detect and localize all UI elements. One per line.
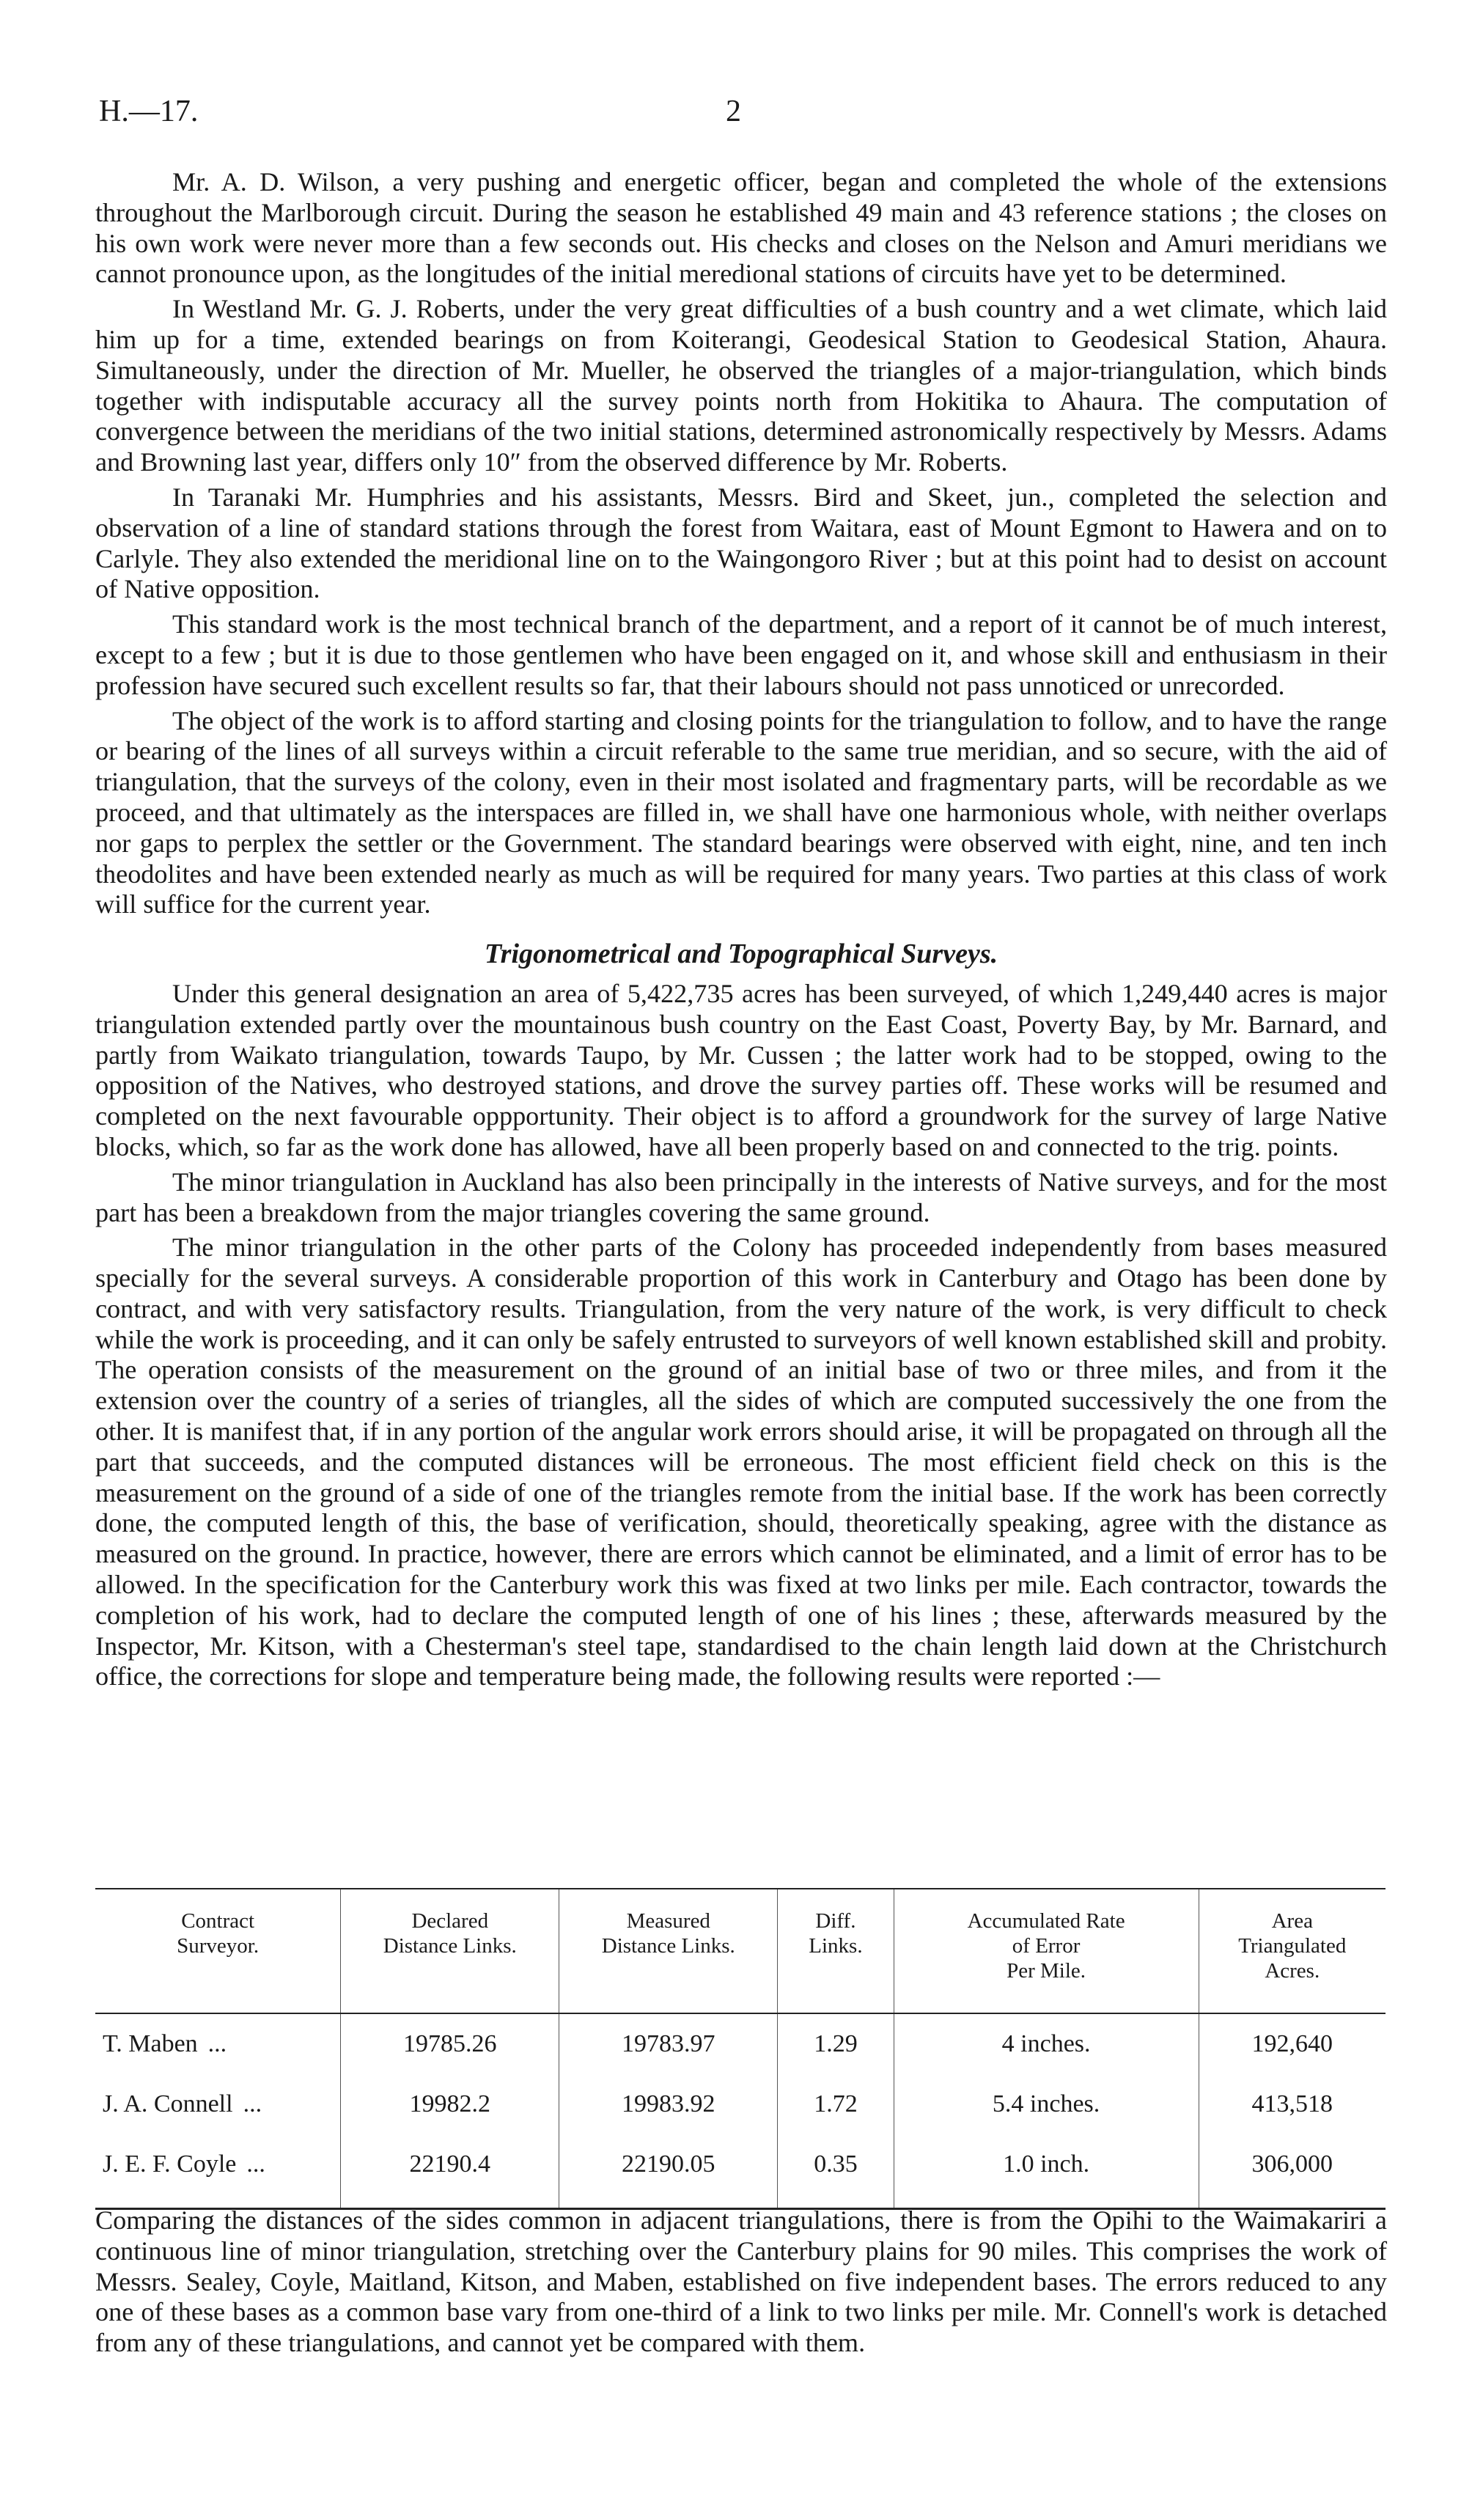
page-number: 2 xyxy=(726,95,741,128)
cell-rate: 1.0 inch. xyxy=(894,2134,1199,2209)
cell-diff: 1.72 xyxy=(778,2074,894,2134)
paragraph-westland: In Westland Mr. G. J. Roberts, under the very great difficulties of a bush country and a wet climate, which laid him up for a time, extended bearings on from Koiterangi, Geodesical Station to Geodesical Station, Ahaura. Simultaneously, under the direction of Mr. Mueller, he observed the triangles of a major-triangulation, which binds together with indisputable accuracy all the survey points north from Hokitika to Ahaura. The computation of convergence between the meridians of the two initial stations, determined astronomically respectively by Messrs. Adams and Browning last year, differs only 10″ from the observed difference by Mr. Roberts. xyxy=(95,294,1387,477)
header-contract-surveyor: Contract Surveyor. xyxy=(95,1889,341,2013)
cell-measured: 19783.97 xyxy=(559,2013,778,2074)
section-heading: Trigonometrical and Topographical Surveys. xyxy=(484,938,998,970)
cell-rate: 5.4 inches. xyxy=(894,2074,1199,2134)
cell-surveyor: T. Maben ... xyxy=(103,2030,227,2057)
paragraph-wilson: Mr. A. D. Wilson, a very pushing and energetic officer, began and completed the whole of the extensions throughout the Marlborough circuit. During the season he established 49 main and 43 reference stations ; the closes on his own work were never more than a few seconds out. His checks and closes on the Nelson and Amuri meridians we cannot pronounce upon, as the longitudes of the initial meredional stations of circuits have yet to be determined. xyxy=(95,167,1387,289)
cell-diff: 0.35 xyxy=(778,2134,894,2209)
results-table-wrapper xyxy=(95,1888,1385,2210)
closing-text xyxy=(95,2205,1387,2363)
header-area-triangulated: Area Triangulated Acres. xyxy=(1199,1889,1385,2013)
paragraph-taranaki: In Taranaki Mr. Humphries and his assistants, Messrs. Bird and Skeet, jun., completed the selection and observation of a line of standard stations through the forest from Waitara, east of Mount Egmont to Hawera and on to Carlyle. They also extended the meridional line on to the Waingongoro River ; but at this point had to desist on account of Native opposition. xyxy=(95,482,1387,604)
table-row xyxy=(95,2013,1385,2074)
cell-rate: 4 inches. xyxy=(894,2013,1199,2074)
results-table xyxy=(95,1888,1385,2210)
cell-measured: 19983.92 xyxy=(559,2074,778,2134)
header-declared-distance: Declared Distance Links. xyxy=(341,1889,559,2013)
cell-declared: 22190.4 xyxy=(341,2134,559,2209)
table-row xyxy=(95,2074,1385,2134)
cell-declared: 19785.26 xyxy=(341,2013,559,2074)
header-measured-distance: Measured Distance Links. xyxy=(559,1889,778,2013)
paragraph-standard-work: This standard work is the most technical branch of the department, and a report of it cannot be of much interest, except to a few ; but it is due to those gentlemen who have been engaged on it, and whose skill and enthusiasm in their profession have secured such excellent results so far, that their labours should not pass unnoticed or unrecorded. xyxy=(95,609,1387,700)
cell-surveyor: J. E. F. Coyle ... xyxy=(95,2134,341,2209)
document-reference: H.—17. xyxy=(99,95,199,128)
paragraph-general-designation: Under this general designation an area of 5,422,735 acres has been surveyed, of which 1,249,440 acres is major triangulation extended partly over the mountainous bush country on the East Coast, Poverty Bay, by Mr. Barnard, and partly from Waikato triangulation, towards Taupo, by Mr. Cussen ; the latter work had to be stopped, owing to the opposition of the Natives, who destroyed stations, and drove the survey parties off. These works will be resumed and completed on the next favourable oppportunity. Their object is to afford a groundwork for the survey of large Native blocks, which, so far as the work done has allowed, have all been properly based on and connected to the trig. points. xyxy=(95,978,1387,1161)
paragraph-object-of-work: The object of the work is to afford starting and closing points for the triangulation to follow, and to have the range or bearing of the lines of all surveys within a circuit referable to the same true meridian, and so secure, with the aid of triangulation, that the surveys of the colony, even in their most isolated and fragmentary parts, will be recordable as we proceed, and that ultimately as the interspaces are filled in, we shall have one harmonious whole, with neither overlaps nor gaps to perplex the settler or the Government. The standard bearings were observed with eight, nine, and ten inch theodolites and have been extended nearly as much as will be required for many years. Two parties at this class of work will suffice for the current year. xyxy=(95,705,1387,919)
table-row xyxy=(95,2134,1385,2209)
table-header-row xyxy=(95,1889,1385,2013)
body-text xyxy=(95,167,1387,1697)
cell-surveyor: J. A. Connell ... xyxy=(103,2090,262,2117)
cell-area: 413,518 xyxy=(1199,2074,1385,2134)
cell-diff: 1.29 xyxy=(778,2013,894,2074)
cell-area: 306,000 xyxy=(1199,2134,1385,2209)
paragraph-auckland: The minor triangulation in Auckland has also been principally in the interests of Native surveys, and for the most part has been a breakdown from the major triangles covering the same ground. xyxy=(95,1167,1387,1227)
cell-area: 192,640 xyxy=(1199,2013,1385,2074)
cell-declared: 19982.2 xyxy=(341,2074,559,2134)
header-diff-links: Diff. Links. xyxy=(778,1889,894,2013)
paragraph-comparing-distances: Comparing the distances of the sides common in adjacent triangulations, there is from the Opihi to the Waimakariri a continuous line of minor triangulation, stretching over the Canterbury plains for 90 miles. This comprises the work of Messrs. Sealey, Coyle, Maitland, Kitson, and Maben, established on five independent bases. The errors reduced to any one of these bases as a common base vary from one-third of a link to two links per mile. Mr. Connell's work is detached from any of these triangulations, and cannot yet be compared with them. xyxy=(95,2205,1387,2358)
cell-measured: 22190.05 xyxy=(559,2134,778,2209)
paragraph-minor-triangulation: The minor triangulation in the other parts of the Colony has proceeded independently from bases measured specially for the several surveys. A considerable proportion of this work in Canterbury and Otago has been done by contract, and with very satisfactory results. Triangulation, from the very nature of the work, is very difficult to check while the work is proceeding, and it can only be safely entrusted to surveyors of well known established skill and probity. The operation consists of the measurement on the ground of an initial base of two or three miles, and from it the extension over the country of a series of triangles, all the sides of which are computed successively the one from the other. It is manifest that, if in any portion of the angular work errors should arise, it will be propagated on through all the part that succeeds, and the computed distances will be erroneous. The most efficient field check on this is the measurement on the ground of a side of one of the triangles remote from the initial base. If the work has been correctly done, the computed length of this, the base of verification, should, theoretically speaking, agree with the distance as measured on the ground. In practice, however, there are errors which cannot be eliminated, and a limit of error has to be allowed. In the specification for the Canterbury work this was fixed at two links per mile. Each contractor, towards the completion of his work, had to declare the computed length of one of his lines ; these, afterwards measured by the Inspector, Mr. Kitson, with a Chesterman's steel tape, standardised to the chain length laid down at the Christchurch office, the corrections for slope and temperature being made, the following results were reported :— xyxy=(95,1233,1387,1691)
header-rate-of-error: Accumulated Rate of Error Per Mile. xyxy=(894,1889,1199,2013)
